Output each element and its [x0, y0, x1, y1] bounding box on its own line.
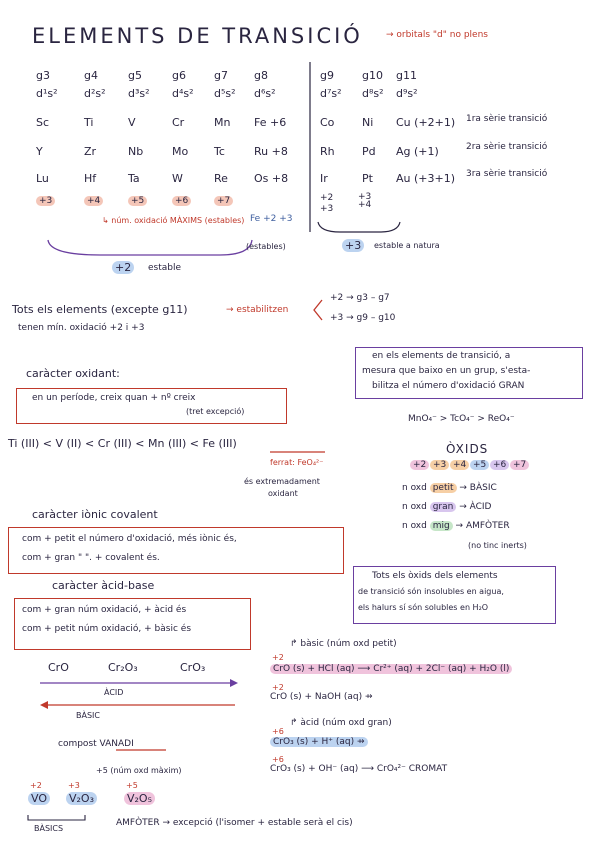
purple-2-line-2: de transició són insolubles en aigua, [358, 587, 504, 596]
oxids-title: ÒXIDS [446, 442, 489, 456]
element-symbol: Zr [84, 145, 97, 158]
caracter-ionic: caràcter iònic covalent [32, 508, 158, 521]
ferrat: ferrat: FeO₄²⁻ [270, 458, 324, 467]
ferrat-2: és extremadament [244, 477, 320, 486]
group-label: g3 [36, 69, 50, 82]
group-label: g7 [214, 69, 228, 82]
page-title: ELEMENTS DE TRANSICIÓ [32, 24, 363, 48]
acid-note: ↱ àcid (núm oxd gran) [290, 718, 392, 728]
element-symbol: Cu (+2+1) [396, 116, 456, 129]
config-label: d²s² [84, 87, 106, 100]
eq1-ox: +2 [272, 653, 284, 662]
red-2-line-1: com + petit el número d'oxidació, més iònic és, [22, 534, 237, 544]
purple-2-line-3: els halurs sí són solubles en H₂O [358, 603, 489, 612]
group-label: g5 [128, 69, 142, 82]
max-oxidation-state: +7 [214, 197, 233, 206]
eq1: CrO (s) + HCl (aq) ⟶ Cr²⁺ (aq) + 2Cl⁻ (aq) + H₂O (l) [270, 665, 512, 674]
group-label: g6 [172, 69, 186, 82]
series-2: 2ra sèrie transició [466, 142, 548, 152]
element-symbol: Pd [362, 145, 376, 158]
group-label: g9 [320, 69, 334, 82]
oxide-cro: CrO [48, 661, 69, 674]
estabilitzen: → estabilitzen [226, 305, 289, 315]
element-symbol: Ru +8 [254, 145, 288, 158]
oxid-row: n oxd mig → AMFÒTER [402, 521, 510, 531]
oxid-number: +3 [430, 461, 449, 470]
element-symbol: Ir [320, 172, 328, 185]
element-symbol: Hf [84, 172, 97, 185]
eq4: CrO₃ (s) + OH⁻ (aq) ⟶ CrO₄²⁻ CROMAT [270, 764, 448, 774]
vanadi-note: +5 (núm oxd màxim) [96, 766, 182, 775]
eq3-ox: +6 [272, 727, 284, 736]
oxid-number: +7 [510, 461, 529, 470]
tots-line-2: tenen mín. oxidació +2 i +3 [18, 323, 145, 333]
basic-label: BÀSIC [76, 711, 100, 720]
red-2-line-2: com + gran " ". + covalent és. [22, 553, 160, 563]
title-note: → orbitals "d" no plens [386, 30, 488, 40]
fe-note: Fe +2 +3 [250, 214, 293, 224]
vanadi-ox: +3 [68, 781, 80, 790]
element-symbol: Fe +6 [254, 116, 287, 129]
config-label: d⁴s² [172, 87, 194, 100]
stable2-label: +2 [112, 262, 134, 273]
series-3: 3ra sèrie transició [466, 169, 548, 179]
max-oxidation-state: +6 [172, 197, 191, 206]
element-symbol: Y [36, 145, 43, 158]
ferrat-3: oxidant [268, 489, 298, 498]
fe-note-sub: (estables) [246, 242, 286, 251]
element-symbol: Nb [128, 145, 144, 158]
config-label: d³s² [128, 87, 150, 100]
oxide-cro3: CrO₃ [180, 661, 206, 674]
group-label: g8 [254, 69, 268, 82]
basic-note: ↱ bàsic (núm oxd petit) [290, 639, 397, 649]
config-label: d⁷s² [320, 87, 342, 100]
vanadi-formula: VO [28, 793, 50, 804]
element-symbol: W [172, 172, 183, 185]
vanadi-formula: V₂O₅ [124, 793, 155, 804]
stab-2: +3 → g9 – g10 [330, 313, 396, 323]
eq2-ox: +2 [272, 683, 284, 692]
ti-series: Ti (III) < V (II) < Cr (III) < Mn (III) < Fe (III) [8, 437, 237, 450]
element-symbol: Ti [84, 116, 94, 129]
oxid-row: n oxd gran → ÀCID [402, 502, 492, 512]
group-label: g4 [84, 69, 98, 82]
purple-2-line-1: Tots els òxids dels elements [372, 571, 498, 581]
stab-1: +2 → g3 – g7 [330, 293, 390, 303]
purple-1-line-1: en els elements de transició, a [372, 351, 511, 361]
element-symbol: Lu [36, 172, 49, 185]
red-1-line-2: (tret excepció) [186, 407, 245, 416]
acid-label: ÀCID [104, 688, 124, 697]
oxid-row: n oxd petit → BÀSIC [402, 483, 497, 493]
config-label: d⁵s² [214, 87, 236, 100]
basics-label: BÀSICS [34, 824, 64, 833]
element-symbol: Ta [128, 172, 140, 185]
compost-vanadi: compost VANADI [58, 739, 134, 749]
eq4-ox: +6 [272, 755, 284, 764]
element-symbol: Mo [172, 145, 189, 158]
vanadi-formula: V₂O₃ [66, 793, 97, 804]
element-symbol: Ag (+1) [396, 145, 439, 158]
element-symbol: Au (+3+1) [396, 172, 456, 185]
vanadi-ox: +5 [126, 781, 138, 790]
caracter-oxidant: caràcter oxidant: [26, 367, 120, 380]
group-label: g10 [362, 69, 383, 82]
element-symbol: Mn [214, 116, 231, 129]
no-inerts: (no tinc inerts) [468, 541, 527, 550]
red-3-line-2: com + petit núm oxidació, + bàsic és [22, 624, 192, 634]
purple-1-line-3: bilitza el número d'oxidació GRAN [372, 381, 525, 391]
oxid-number: +4 [450, 461, 469, 470]
mno4-series: MnO₄⁻ > TcO₄⁻ > ReO₄⁻ [408, 414, 515, 424]
purple-1-line-2: mesura que baixo en un grup, s'esta- [362, 366, 531, 376]
nature-label: +3 [342, 240, 364, 251]
config-label: d⁶s² [254, 87, 276, 100]
element-symbol: Os +8 [254, 172, 289, 185]
stable2-note: estable [148, 263, 182, 273]
max-ox-note: ↳ núm. oxidació MÀXIMS (estables) [102, 216, 245, 225]
element-symbol: Re [214, 172, 228, 185]
config-label: d⁸s² [362, 87, 384, 100]
max-oxidation-state: +4 [84, 197, 103, 206]
eq3: CrO₃ (s) + H⁺ (aq) ⇸ [270, 738, 368, 747]
element-symbol: Pt [362, 172, 373, 185]
ox-b-1: +2 +3 [320, 193, 334, 214]
element-symbol: Cr [172, 116, 185, 129]
oxid-number: +5 [470, 461, 489, 470]
eq2: CrO (s) + NaOH (aq) ⇸ [270, 692, 373, 702]
config-label: d¹s² [36, 87, 58, 100]
element-symbol: Tc [214, 145, 225, 158]
max-oxidation-state: +3 [36, 197, 55, 206]
vanadi-ox: +2 [30, 781, 42, 790]
oxid-number: +2 [410, 461, 429, 470]
element-symbol: Co [320, 116, 335, 129]
red-1-line-1: en un període, creix quan + nº creix [32, 393, 196, 403]
element-symbol: Ni [362, 116, 374, 129]
max-oxidation-state: +5 [128, 197, 147, 206]
element-symbol: Sc [36, 116, 50, 129]
group-label: g11 [396, 69, 417, 82]
element-symbol: Rh [320, 145, 335, 158]
oxid-number: +6 [490, 461, 509, 470]
nature-note: estable a natura [374, 241, 440, 250]
element-symbol: V [128, 116, 136, 129]
series-1: 1ra sèrie transició [466, 114, 548, 124]
amfoter-note: AMFÒTER → excepció (l'isomer + estable serà el cis) [116, 818, 353, 828]
ox-b-2: +3 +4 [358, 192, 372, 210]
oxide-cr2o3: Cr₂O₃ [108, 661, 138, 674]
caracter-acid: caràcter àcid-base [52, 579, 155, 592]
tots-line-1: Tots els elements (excepte g11) [12, 303, 188, 316]
red-3-line-1: com + gran núm oxidació, + àcid és [22, 605, 187, 615]
config-label: d⁹s² [396, 87, 418, 100]
